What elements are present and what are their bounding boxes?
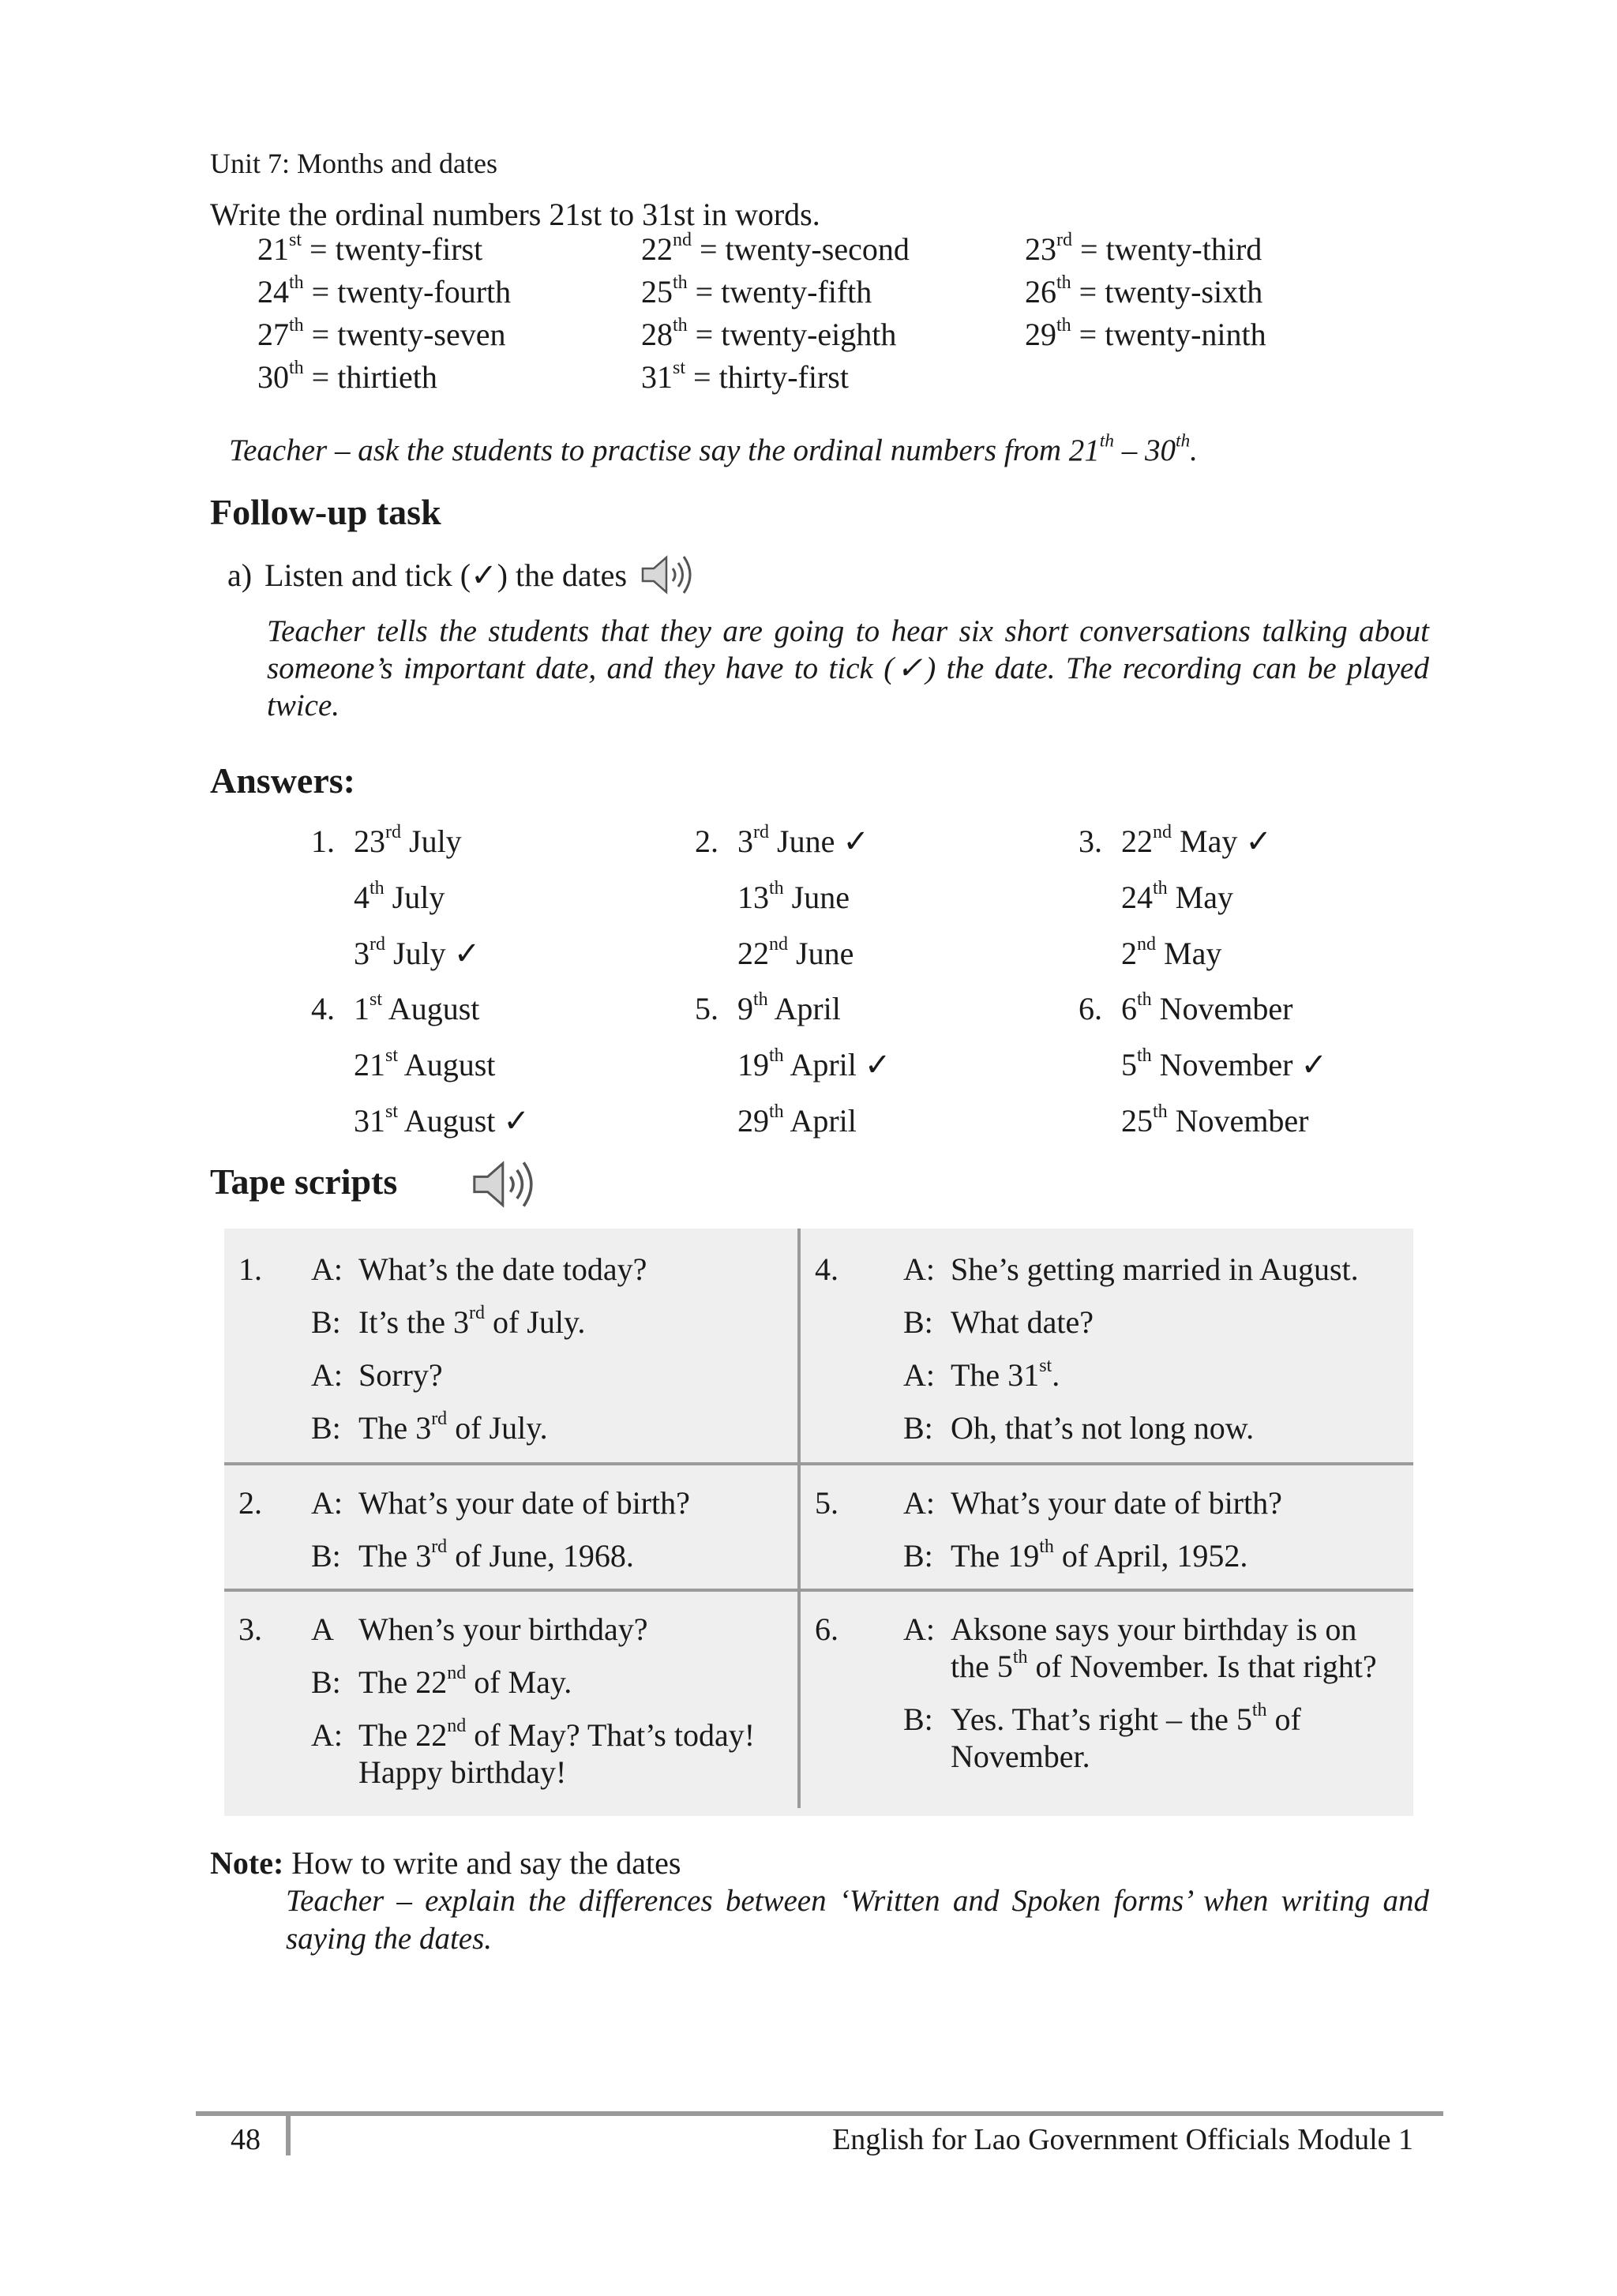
teacher-note-ordinals: Teacher – ask the students to practise say the ordinal numbers from 21th – 30th. <box>229 430 1198 467</box>
dialogue-text: It’s the 3rd of July. <box>358 1303 586 1340</box>
instruction-ordinals: Write the ordinal numbers 21st to 31st in words. <box>210 197 820 232</box>
answer-option: 19th April ✓ <box>737 1045 891 1082</box>
speaker-label: B: <box>903 1304 933 1340</box>
speaker-label: B: <box>311 1410 341 1446</box>
answer-number: 3. <box>1079 823 1102 859</box>
answer-option: 24th May <box>1121 878 1233 915</box>
footer-rule <box>196 2111 1443 2116</box>
check-mark-icon: ✓ <box>1292 1047 1328 1082</box>
speaker-label: B: <box>311 1538 341 1574</box>
dialogue-text: The 22nd of May? That’s today! Happy birthday! <box>358 1716 756 1790</box>
check-mark-icon: ✓ <box>495 1103 530 1139</box>
page-number: 48 <box>231 2123 261 2156</box>
table-divider <box>224 1462 1413 1465</box>
dialogue-text: The 3rd of July. <box>358 1409 548 1446</box>
answer-option: 31st August ✓ <box>354 1101 530 1139</box>
dialogue-text: What’s your date of birth? <box>951 1485 1282 1521</box>
answer-option: 21st August <box>354 1045 496 1082</box>
speaker-label: A: <box>311 1251 343 1287</box>
speaker-label: A: <box>311 1357 343 1393</box>
dialogue-text: What date? <box>951 1304 1094 1340</box>
dialogue-line <box>311 1537 785 1574</box>
footer-title: English for Lao Government Officials Module 1 <box>832 2123 1413 2156</box>
speaker-label: A: <box>903 1357 935 1393</box>
dialogue-text: The 22nd of May. <box>358 1663 572 1700</box>
table-divider <box>797 1229 801 1808</box>
footer-divider <box>286 2116 291 2155</box>
check-mark-icon: ✓ <box>1237 823 1272 859</box>
dialogue-text: What’s your date of birth? <box>358 1485 690 1521</box>
ordinal-item: 24th = twenty-fourth <box>257 272 512 310</box>
ordinal-item: 30th = thirtieth <box>257 358 437 395</box>
dialogue-line <box>903 1304 1393 1341</box>
check-mark-icon: ✓ <box>856 1047 891 1082</box>
dialogue-text: Aksone says your birthday is on the 5th of November. Is that right? <box>951 1611 1377 1684</box>
speaker-label: B: <box>311 1664 341 1700</box>
answer-option: 22nd June <box>737 934 854 971</box>
dialogue-line <box>311 1484 785 1521</box>
tape-number: 6. <box>815 1611 839 1647</box>
speaker-label: B: <box>903 1538 933 1574</box>
ordinal-item: 23rd = twenty-third <box>1025 230 1262 267</box>
dialogue-line <box>311 1611 785 1648</box>
answer-option: 4th July <box>354 878 445 915</box>
speaker-icon[interactable] <box>640 550 703 600</box>
ordinal-item: 21st = twenty-first <box>257 230 483 267</box>
ordinal-item: 26th = twenty-sixth <box>1025 272 1263 310</box>
check-mark-icon: ✓ <box>445 936 481 971</box>
speaker-label: A <box>311 1611 334 1647</box>
dialogue-line <box>903 1484 1393 1521</box>
dialogue-text: The 3rd of June, 1968. <box>358 1536 634 1574</box>
tape-scripts-table <box>224 1229 1413 1816</box>
dialogue-line <box>903 1701 1393 1775</box>
unit-header: Unit 7: Months and dates <box>210 148 497 179</box>
ordinal-item: 25th = twenty-fifth <box>641 272 872 310</box>
task-a-instruction: Teacher tells the students that they are going to hear six short conversations talking about someone’s important date, and they have to tick (✓) the date. The recording can be played twice. <box>267 614 1429 722</box>
dialogue-line <box>903 1251 1393 1288</box>
tape-scripts-heading: Tape scripts <box>210 1161 398 1202</box>
answer-number: 1. <box>311 823 335 859</box>
dialogue-line <box>311 1664 785 1701</box>
ordinal-item: 22nd = twenty-second <box>641 230 910 267</box>
speaker-label: B: <box>903 1701 933 1737</box>
dialogue-line <box>903 1537 1393 1574</box>
speaker-label: A: <box>903 1251 935 1287</box>
answer-number: 4. <box>311 991 335 1026</box>
task-a-text: Listen and tick (✓) the dates <box>264 557 628 593</box>
answer-option: 6th November <box>1121 989 1293 1026</box>
answer-option: 13th June <box>737 878 850 915</box>
task-a-label: a) <box>227 557 253 593</box>
follow-up-heading: Follow-up task <box>210 492 441 532</box>
answer-option: 3rd June ✓ <box>737 822 869 859</box>
dialogue-text: Sorry? <box>358 1357 443 1393</box>
answer-number: 5. <box>695 991 718 1026</box>
answer-option: 3rd July ✓ <box>354 934 481 971</box>
ordinal-item: 27th = twenty-seven <box>257 315 506 352</box>
dialogue-line <box>903 1356 1393 1394</box>
tape-number: 3. <box>238 1611 262 1647</box>
speaker-label: A: <box>903 1485 935 1521</box>
answer-number: 6. <box>1079 991 1102 1026</box>
speaker-label: A: <box>903 1611 935 1647</box>
note-instruction: Teacher – explain the differences between ‘Written and Spoken forms’ when writing and saying the dates. <box>286 1884 1429 1956</box>
answer-option: 23rd July <box>354 822 462 859</box>
speaker-label: B: <box>903 1410 933 1446</box>
note-label: Note: <box>210 1845 284 1881</box>
dialogue-text: Yes. That’s right – the 5th of November. <box>951 1700 1301 1774</box>
dialogue-text: The 31st. <box>951 1356 1060 1393</box>
dialogue-line <box>903 1409 1393 1446</box>
dialogue-text: The 19th of April, 1952. <box>951 1536 1248 1574</box>
note <box>210 1844 681 1881</box>
dialogue-text: What’s the date today? <box>358 1251 647 1287</box>
dialogue-text: When’s your birthday? <box>358 1611 648 1647</box>
tape-number: 4. <box>815 1251 839 1287</box>
dialogue-text: She’s getting married in August. <box>951 1251 1359 1287</box>
dialogue-line <box>311 1409 785 1446</box>
answer-option: 1st August <box>354 989 480 1026</box>
answers-heading: Answers: <box>210 760 355 801</box>
speaker-icon[interactable] <box>471 1153 546 1216</box>
answer-option: 22nd May ✓ <box>1121 822 1272 859</box>
answer-option: 9th April <box>737 989 841 1026</box>
answer-option: 29th April <box>737 1101 857 1139</box>
dialogue-text: Oh, that’s not long now. <box>951 1410 1255 1446</box>
tape-number: 5. <box>815 1485 839 1521</box>
answer-option: 25th November <box>1121 1101 1309 1139</box>
check-mark-icon: ✓ <box>835 823 869 859</box>
ordinal-item: 31st = thirty-first <box>641 358 849 395</box>
task-a <box>227 550 703 600</box>
dialogue-line <box>311 1304 785 1341</box>
note-text: How to write and say the dates <box>283 1845 681 1881</box>
ordinal-item: 28th = twenty-eighth <box>641 315 897 352</box>
dialogue-line <box>903 1611 1393 1685</box>
speaker-label: B: <box>311 1304 341 1340</box>
answer-number: 2. <box>695 823 718 859</box>
dialogue-line <box>311 1716 785 1791</box>
ordinal-item: 29th = twenty-ninth <box>1025 315 1266 352</box>
speaker-label: A: <box>311 1717 343 1753</box>
dialogue-line <box>311 1356 785 1394</box>
tape-number: 1. <box>238 1251 262 1287</box>
speaker-label: A: <box>311 1485 343 1521</box>
dialogue-line <box>311 1251 785 1288</box>
answer-option: 5th November ✓ <box>1121 1045 1328 1082</box>
answer-option: 2nd May <box>1121 934 1222 971</box>
tape-number: 2. <box>238 1485 262 1521</box>
